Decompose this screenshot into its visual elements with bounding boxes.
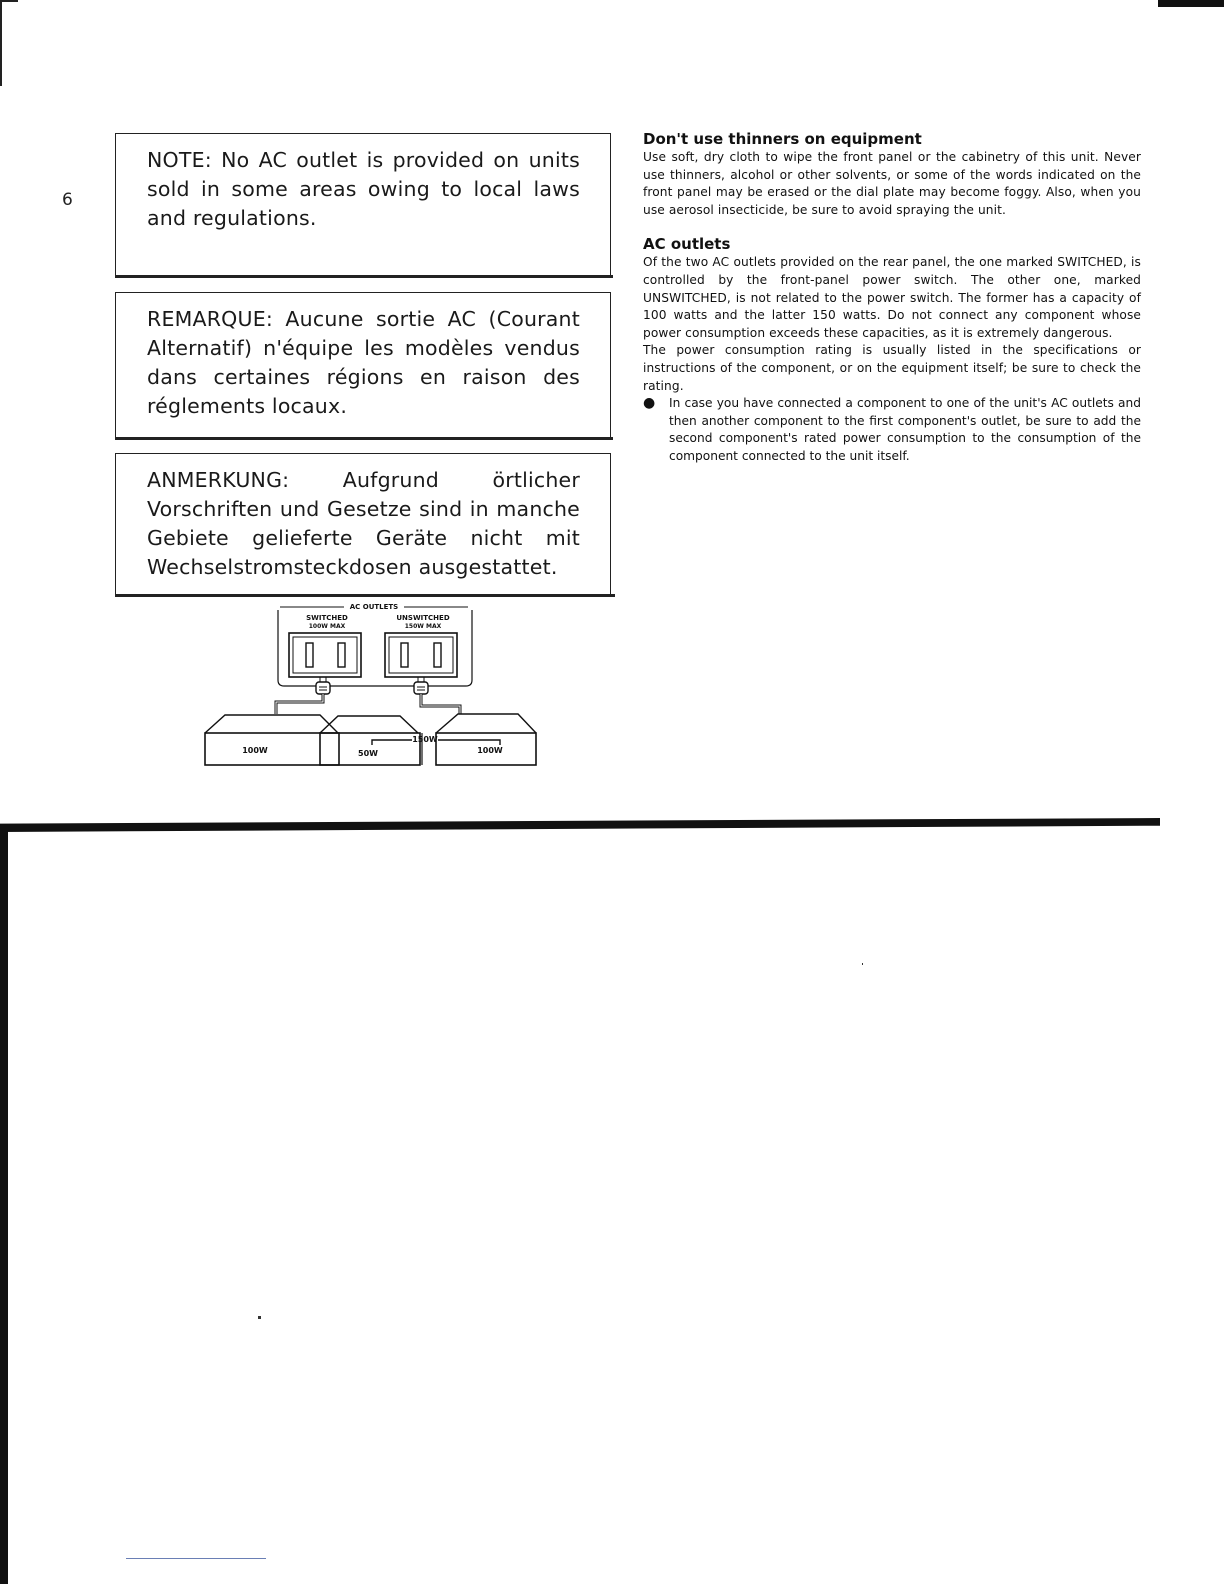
ac-outlets-diagram bbox=[200, 600, 545, 772]
ac-outlets-body: Of the two AC outlets provided on the rear panel, the one marked SWITCHED, is controlled by the front-panel power switch. The other one, marked UNSWITCHED, is not related to the power switch. The former has a capacity of 100 watts and the latter 150 watts. Do not connect any component whose power consumption exceeds these capacities, as it is extremely dangerous. bbox=[643, 255, 1141, 340]
scan-edge-mark bbox=[1158, 0, 1224, 7]
diagram-title: AC OUTLETS bbox=[349, 603, 399, 611]
plug-icon bbox=[316, 677, 330, 694]
unswitched-label: UNSWITCHED bbox=[396, 614, 450, 622]
ac-outlets-rating: The power consumption rating is usually listed in the specifications or instructions of the component, or on the equipment itself; be sure to check the rating. bbox=[643, 343, 1141, 393]
bullet-icon: ● bbox=[643, 395, 656, 412]
unswitched-max: 150W MAX bbox=[404, 623, 442, 630]
page-number: 6 bbox=[62, 190, 73, 210]
unswitched-outlet bbox=[385, 633, 457, 677]
switched-max: 100W MAX bbox=[308, 623, 346, 630]
thinners-heading: Don't use thinners on equipment bbox=[643, 130, 922, 148]
component-left-top bbox=[205, 715, 338, 733]
switched-label: SWITCHED bbox=[306, 614, 348, 622]
component-right-top bbox=[436, 714, 536, 733]
scan-speck bbox=[862, 963, 863, 965]
outlet-slot bbox=[401, 643, 408, 667]
combined-bracket bbox=[372, 740, 412, 745]
note-english: NOTE: No AC outlet is provided on units sold in some areas owing to local laws and regulations. bbox=[115, 133, 611, 277]
outlet-slot bbox=[306, 643, 313, 667]
ac-outlets-heading: AC outlets bbox=[643, 235, 731, 254]
scan-edge-mark bbox=[126, 1558, 266, 1559]
ac-outlets-bullet bbox=[643, 395, 1141, 465]
thinners-body: Use soft, dry cloth to wipe the front panel or the cabinetry of this unit. Never use thinners, alcohol or other solvents, or some of the words indicated on the front panel may be erased or the dial plate may become foggy. Also, when you use aerosol insecticide, be sure to avoid spraying the unit. bbox=[643, 150, 1141, 217]
switched-outlet bbox=[289, 633, 361, 677]
power-cord bbox=[421, 694, 460, 714]
power-cord bbox=[276, 694, 323, 714]
note-french: REMARQUE: Aucune sortie AC (Courant Alternatif) n'équipe les modèles vendus dans certaines régions en raison des réglements locaux. bbox=[115, 292, 611, 439]
outlet-slot bbox=[434, 643, 441, 667]
component-left-watts: 100W bbox=[242, 746, 268, 755]
unswitched-outlet-inner bbox=[389, 637, 453, 673]
ac-outlets-bullet-text: In case you have connected a component to one of the unit's AC outlets and then another component to the first component's outlet, be sure to add the second component's rated power consumption to the consumption of the component connected to the unit itself. bbox=[669, 396, 1141, 463]
plug-icon bbox=[414, 677, 428, 694]
instructions-column bbox=[643, 130, 1141, 466]
scan-edge-mark bbox=[0, 830, 8, 1584]
note-box-shadow bbox=[115, 437, 613, 440]
combined-watts: 150W bbox=[412, 735, 438, 744]
component-right-watts: 100W bbox=[477, 746, 503, 755]
component-left bbox=[205, 733, 339, 765]
note-box-shadow bbox=[115, 594, 615, 597]
note-box-shadow bbox=[115, 275, 613, 278]
switched-outlet-inner bbox=[293, 637, 357, 673]
outlet-slot bbox=[338, 643, 345, 667]
scan-edge-mark bbox=[0, 0, 2, 86]
scan-speck bbox=[258, 1316, 261, 1319]
note-german: ANMERKUNG: Aufgrund örtlicher Vorschriften und Gesetze sind in manche Gebiete gelieferte Geräte nicht mit Wechselstromsteckdosen ausgestattet. bbox=[115, 453, 611, 596]
page-divider bbox=[0, 818, 1160, 832]
component-middle-watts: 50W bbox=[358, 749, 378, 758]
scan-edge-mark bbox=[0, 0, 18, 2]
